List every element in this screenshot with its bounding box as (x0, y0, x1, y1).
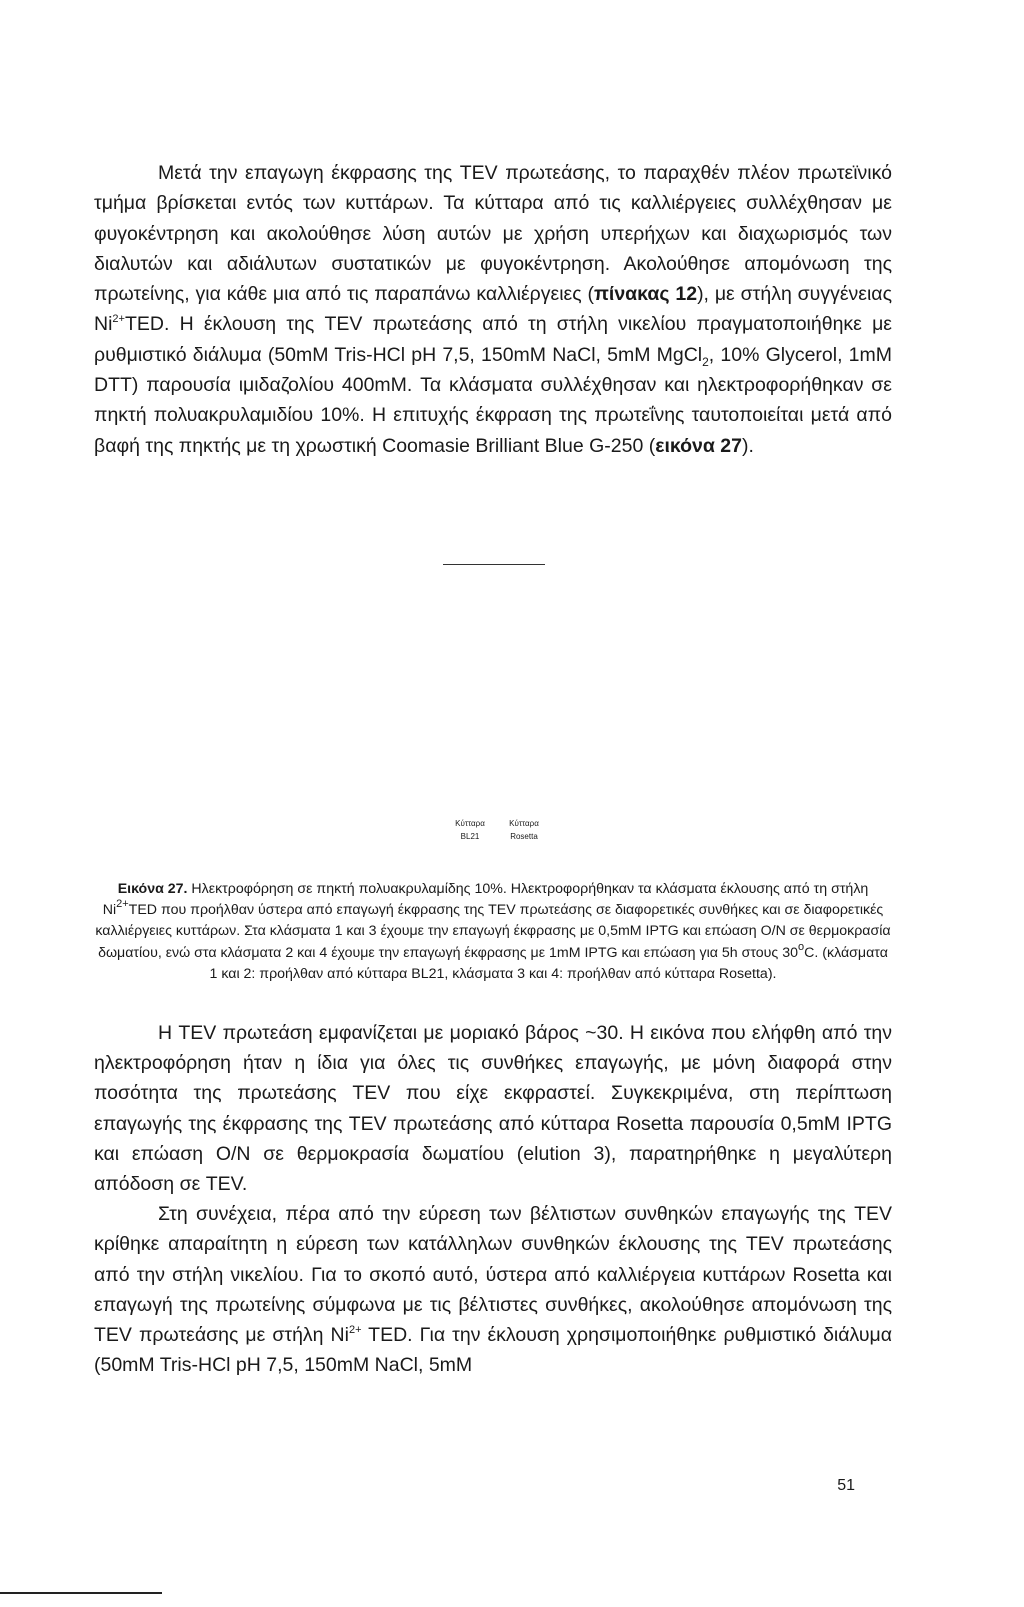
lane-label-line: BL21 (460, 832, 480, 841)
caption-text (94, 879, 892, 985)
figure-caption (94, 879, 892, 985)
lane-label-line: Κύτταρα (455, 819, 485, 828)
paragraph-text (94, 158, 892, 461)
paragraph-text: Η TEV πρωτεάση εμφανίζεται με μοριακό βάρος ~30. Η εικόνα που ελήφθη από την ηλεκτροφόρηση ήταν η ίδια για όλες τις συνθήκες επαγωγής, με μόνη διαφορά στην ποσότητα της πρωτεάσης TEV που είχε εκφραστεί. Συγκεκριμένα, στη περίπτωση επαγωγής της έκφρασης της TEV πρωτεάσης από κύτταρα Rosetta παρουσία 0,5mM IPTG και επώαση O/N σε θερμοκρασία δωματίου (elution 3), παρατηρήθηκε η μεγαλύτερη απόδοση σε TEV. (94, 1022, 892, 1196)
text-span: , 10% Glycerol, 1mM DTT) παρουσία ιμιδαζολίου 400mM. Τα κλάσματα συλλέχθησαν και ηλεκτροφορήθηκαν σε πηκτή πολυακρυλαμιδίου 10%. Η επιτυχής έκφραση της πρωτεΐνης ταυτοποιείται μετά από βαφή της πηκτής με τη χρωστική Coomasie Brilliant Blue G-250 ( (94, 343, 892, 457)
paragraph-text (94, 1199, 892, 1380)
text-span: C. (κλάσματα 1 και 2: προήλθαν από κύτταρα BL21, κλάσματα 3 και 4: προήλθαν από κύτταρα Rosetta). (209, 944, 888, 982)
text-span: ). (742, 434, 754, 457)
table-reference: πίνακας 12 (593, 283, 698, 306)
page-number: 51 (837, 1477, 855, 1494)
footnote-rule (0, 1592, 162, 1594)
text-span: ), με στήλη συγγένειας Ni (94, 283, 892, 336)
lane-label-line: Rosetta (510, 832, 538, 841)
lane-label-line: Κύτταρα (509, 819, 539, 828)
lane-label-bl21 (440, 817, 500, 843)
subscript: 2 (702, 354, 709, 369)
lane-label-rosetta (494, 817, 554, 843)
superscript: 2+ (116, 898, 129, 911)
results-paragraphs (94, 1018, 892, 1380)
text-span: TED. Η έκλουση της TEV πρωτεάσης από τη στήλη νικελίου πραγματοποιήθηκε με ρυθμιστικό διάλυμα (50mM Tris-HCl pH 7,5, 150mM NaCl, 5mM MgCl (94, 313, 892, 366)
superscript: 2+ (348, 1323, 362, 1336)
figure-reference: εικόνα 27 (655, 434, 742, 457)
text-span: TED. Για την έκλουση χρησιμοποιήθηκε ρυθμιστικό διάλυμα (50mM Tris-HCl pH 7,5, 150mM NaCl, 5mM (94, 1324, 892, 1377)
caption-label: Εικόνα 27. (117, 881, 188, 897)
text-span: TED που προήλθαν ύστερα από επαγωγή έκφρασης της TEV πρωτεάσης σε διαφορετικές συνθήκες και σε διαφορετικές καλλιέργειες κυττάρων. Στα κλάσματα 1 και 3 έχουμε την επαγωγή έκφρασης με 0,5mM IPTG και επώαση O/N σε θερμοκρασία δωματίου, ενώ στα κλάσματα 2 και 4 έχουμε την επαγωγή έκφρασης με 1mM IPTG και επώαση για 5h στους 30 (95, 902, 891, 961)
gel-lane-labels (440, 817, 590, 847)
intro-paragraph (94, 158, 892, 461)
text-span: Στη συνέχεια, πέρα από την εύρεση των βέλτιστων συνθηκών επαγωγής της TEV κρίθηκε απαραίτητη η εύρεση των κατάλληλων συνθηκών έκλουσης της TEV πρωτεάσης από την στήλη νικελίου. Για το σκοπό αυτό, ύστερα από καλλιέργεια κυττάρων Rosetta και επαγωγή της πρωτείνης σύμφωνα με τις βέλτιστες συνθήκες, ακολούθησε απομόνωση της TEV πρωτεάσης με στήλη Ni (94, 1203, 892, 1347)
superscript: o (798, 940, 805, 953)
text-span: Ηλεκτροφόρηση σε πηκτή πολυακρυλαμίδης 10%. Ηλεκτροφορήθηκαν τα κλάσματα έκλουσης από τη στήλη Ni (102, 881, 869, 919)
figure-top-rule (443, 564, 545, 565)
text-span: Μετά την επαγωγη έκφρασης της TEV πρωτεάσης, το παραχθέν πλέον πρωτεϊνικό τμήμα βρίσκεται εντός των κυττάρων. Τα κύτταρα από τις καλλιέργειες συλλέχθησαν με φυγοκέντρηση και ακολούθησε λύση αυτών με χρήση υπερήχων και διαχωρισμός των διαλυτών και αδιάλυτων συστατικών με φυγοκέντρηση. Ακολούθησε απομόνωση της πρωτείνης, για κάθε μια από τις παραπάνω καλλιέργειες ( (94, 162, 892, 306)
superscript: 2+ (112, 312, 125, 325)
